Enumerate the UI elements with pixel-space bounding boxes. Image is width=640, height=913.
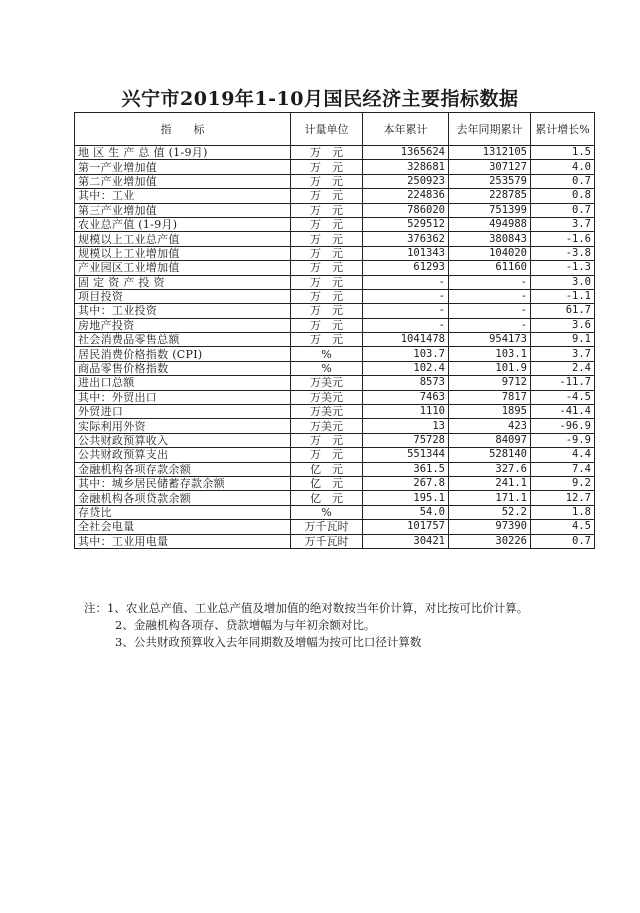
row-growth-value: 12.7	[531, 491, 595, 505]
row-growth-value: -1.3	[531, 261, 595, 275]
table-row	[75, 318, 595, 332]
row-current-value: 102.4	[363, 361, 449, 375]
row-current-value: -	[363, 304, 449, 318]
row-last-year-value: 307127	[449, 160, 531, 174]
row-unit: 万 元	[291, 275, 363, 289]
row-last-year-value: 101.9	[449, 361, 531, 375]
row-indicator-name: 第二产业增加值	[75, 174, 291, 188]
table-row	[75, 289, 595, 303]
header-unit: 计量单位	[291, 113, 363, 146]
row-indicator-name: 规模以上工业增加值	[75, 246, 291, 260]
row-unit: 万 元	[291, 261, 363, 275]
row-indicator-name: 第三产业增加值	[75, 203, 291, 217]
row-unit: 万千瓦时	[291, 534, 363, 548]
table-header-row	[75, 113, 595, 146]
row-indicator-name: 项目投资	[75, 289, 291, 303]
table-row	[75, 146, 595, 160]
row-indicator-name: 其中：工业	[75, 189, 291, 203]
table-row	[75, 261, 595, 275]
row-indicator-name: 规模以上工业总产值	[75, 232, 291, 246]
row-unit: 亿 元	[291, 476, 363, 490]
table-row	[75, 534, 595, 548]
row-last-year-value: 171.1	[449, 491, 531, 505]
header-indicator: 指 标	[75, 113, 291, 146]
row-growth-value: 0.8	[531, 189, 595, 203]
row-current-value: 101757	[363, 520, 449, 534]
row-indicator-name: 商品零售价格指数	[75, 361, 291, 375]
row-unit: 万 元	[291, 203, 363, 217]
row-last-year-value: 751399	[449, 203, 531, 217]
header-current: 本年累计	[363, 113, 449, 146]
row-last-year-value: 228785	[449, 189, 531, 203]
table-row	[75, 448, 595, 462]
row-current-value: 1365624	[363, 146, 449, 160]
footnotes	[84, 600, 604, 651]
row-unit: 万 元	[291, 318, 363, 332]
row-growth-value: 4.4	[531, 448, 595, 462]
row-current-value: 786020	[363, 203, 449, 217]
row-current-value: 328681	[363, 160, 449, 174]
row-indicator-name: 其中：工业用电量	[75, 534, 291, 548]
row-growth-value: 9.1	[531, 333, 595, 347]
row-last-year-value: 494988	[449, 217, 531, 231]
row-current-value: -	[363, 318, 449, 332]
row-unit: 万 元	[291, 448, 363, 462]
row-current-value: 7463	[363, 390, 449, 404]
row-indicator-name: 公共财政预算收入	[75, 433, 291, 447]
table-row	[75, 232, 595, 246]
row-last-year-value: -	[449, 275, 531, 289]
row-indicator-name: 居民消费价格指数 (CPI)	[75, 347, 291, 361]
row-indicator-name: 存贷比	[75, 505, 291, 519]
table-row	[75, 275, 595, 289]
row-last-year-value: 423	[449, 419, 531, 433]
row-growth-value: 7.4	[531, 462, 595, 476]
table-row	[75, 520, 595, 534]
table-row	[75, 505, 595, 519]
table-row	[75, 347, 595, 361]
table-row	[75, 476, 595, 490]
row-unit: %	[291, 361, 363, 375]
row-growth-value: -1.6	[531, 232, 595, 246]
row-growth-value: -4.5	[531, 390, 595, 404]
row-current-value: 267.8	[363, 476, 449, 490]
row-unit: 万 元	[291, 146, 363, 160]
row-last-year-value: 61160	[449, 261, 531, 275]
row-growth-value: -9.9	[531, 433, 595, 447]
row-unit: 万 元	[291, 160, 363, 174]
table-row	[75, 462, 595, 476]
row-indicator-name: 其中：工业投资	[75, 304, 291, 318]
row-last-year-value: 380843	[449, 232, 531, 246]
row-current-value: 250923	[363, 174, 449, 188]
row-current-value: 376362	[363, 232, 449, 246]
row-current-value: 103.7	[363, 347, 449, 361]
row-unit: 亿 元	[291, 491, 363, 505]
row-unit: 万美元	[291, 405, 363, 419]
footnote-3: 3、公共财政预算收入去年同期数及增幅为按可比口径计算数	[115, 635, 422, 649]
row-growth-value: -3.8	[531, 246, 595, 260]
table-row	[75, 376, 595, 390]
row-unit: %	[291, 505, 363, 519]
row-current-value: 101343	[363, 246, 449, 260]
row-last-year-value: 241.1	[449, 476, 531, 490]
row-growth-value: 0.7	[531, 174, 595, 188]
row-growth-value: -1.1	[531, 289, 595, 303]
row-indicator-name: 金融机构各项存款余额	[75, 462, 291, 476]
row-growth-value: 9.2	[531, 476, 595, 490]
row-current-value: 54.0	[363, 505, 449, 519]
row-growth-value: 3.7	[531, 347, 595, 361]
row-current-value: 30421	[363, 534, 449, 548]
table-body	[75, 146, 595, 549]
row-growth-value: -96.9	[531, 419, 595, 433]
row-last-year-value: 84097	[449, 433, 531, 447]
row-indicator-name: 进出口总额	[75, 376, 291, 390]
row-unit: 万千瓦时	[291, 520, 363, 534]
row-indicator-name: 房地产投资	[75, 318, 291, 332]
row-growth-value: -11.7	[531, 376, 595, 390]
row-current-value: 551344	[363, 448, 449, 462]
row-growth-value: 4.5	[531, 520, 595, 534]
row-last-year-value: 52.2	[449, 505, 531, 519]
row-indicator-name: 社会消费品零售总额	[75, 333, 291, 347]
row-last-year-value: 9712	[449, 376, 531, 390]
row-unit: 万美元	[291, 390, 363, 404]
table-row	[75, 433, 595, 447]
row-unit: 万 元	[291, 433, 363, 447]
header-growth: 累计增长%	[531, 113, 595, 146]
row-indicator-name: 外贸进口	[75, 405, 291, 419]
row-last-year-value: 253579	[449, 174, 531, 188]
row-growth-value: 61.7	[531, 304, 595, 318]
table-row	[75, 246, 595, 260]
table-row	[75, 304, 595, 318]
row-indicator-name: 产业园区工业增加值	[75, 261, 291, 275]
row-indicator-name: 全社会电量	[75, 520, 291, 534]
row-last-year-value: -	[449, 304, 531, 318]
row-indicator-name: 固 定 资 产 投 资	[75, 275, 291, 289]
row-last-year-value: -	[449, 318, 531, 332]
row-growth-value: 1.5	[531, 146, 595, 160]
row-last-year-value: 7817	[449, 390, 531, 404]
row-current-value: -	[363, 275, 449, 289]
table-row	[75, 333, 595, 347]
row-last-year-value: 97390	[449, 520, 531, 534]
table-row	[75, 160, 595, 174]
row-last-year-value: 1312105	[449, 146, 531, 160]
row-last-year-value: 528140	[449, 448, 531, 462]
row-unit: 万 元	[291, 333, 363, 347]
row-growth-value: 0.7	[531, 203, 595, 217]
footnote-1: 注：1、农业总产值、工业总产值及增加值的绝对数按当年价计算，对比按可比价计算。	[84, 601, 529, 615]
row-growth-value: 4.0	[531, 160, 595, 174]
footnote-2: 2、金融机构各项存、贷款增幅为与年初余额对比。	[115, 618, 376, 632]
row-current-value: 1110	[363, 405, 449, 419]
row-unit: 万 元	[291, 289, 363, 303]
table-row	[75, 491, 595, 505]
header-last-year: 去年同期累计	[449, 113, 531, 146]
row-last-year-value: 327.6	[449, 462, 531, 476]
row-unit: 万美元	[291, 376, 363, 390]
row-growth-value: 0.7	[531, 534, 595, 548]
table-row	[75, 174, 595, 188]
page-title: 兴宁市2019年1-10月国民经济主要指标数据	[121, 88, 519, 110]
row-unit: 亿 元	[291, 462, 363, 476]
row-growth-value: 3.7	[531, 217, 595, 231]
indicators-table	[74, 112, 595, 549]
row-current-value: 361.5	[363, 462, 449, 476]
row-unit: 万 元	[291, 189, 363, 203]
table-row	[75, 390, 595, 404]
table-row	[75, 217, 595, 231]
row-unit: 万美元	[291, 419, 363, 433]
table-row	[75, 203, 595, 217]
row-current-value: 13	[363, 419, 449, 433]
row-unit: 万 元	[291, 217, 363, 231]
row-unit: %	[291, 347, 363, 361]
row-current-value: 224836	[363, 189, 449, 203]
table-row	[75, 419, 595, 433]
row-last-year-value: 104020	[449, 246, 531, 260]
row-current-value: 75728	[363, 433, 449, 447]
row-last-year-value: 30226	[449, 534, 531, 548]
row-last-year-value: 103.1	[449, 347, 531, 361]
row-indicator-name: 其中：城乡居民储蓄存款余额	[75, 476, 291, 490]
row-unit: 万 元	[291, 174, 363, 188]
row-growth-value: 2.4	[531, 361, 595, 375]
row-indicator-name: 第一产业增加值	[75, 160, 291, 174]
row-unit: 万 元	[291, 246, 363, 260]
row-growth-value: 3.6	[531, 318, 595, 332]
row-indicator-name: 地 区 生 产 总 值 (1-9月)	[75, 146, 291, 160]
row-unit: 万 元	[291, 232, 363, 246]
row-growth-value: 1.8	[531, 505, 595, 519]
row-current-value: 195.1	[363, 491, 449, 505]
table-row	[75, 189, 595, 203]
row-indicator-name: 农业总产值 (1-9月)	[75, 217, 291, 231]
row-last-year-value: 1895	[449, 405, 531, 419]
row-current-value: 529512	[363, 217, 449, 231]
row-indicator-name: 其中：外贸出口	[75, 390, 291, 404]
row-indicator-name: 金融机构各项贷款余额	[75, 491, 291, 505]
row-last-year-value: 954173	[449, 333, 531, 347]
row-current-value: 1041478	[363, 333, 449, 347]
row-growth-value: -41.4	[531, 405, 595, 419]
table-row	[75, 405, 595, 419]
row-growth-value: 3.0	[531, 275, 595, 289]
row-current-value: 8573	[363, 376, 449, 390]
row-unit: 万 元	[291, 304, 363, 318]
row-indicator-name: 实际利用外资	[75, 419, 291, 433]
row-last-year-value: -	[449, 289, 531, 303]
row-current-value: -	[363, 289, 449, 303]
row-current-value: 61293	[363, 261, 449, 275]
table-row	[75, 361, 595, 375]
row-indicator-name: 公共财政预算支出	[75, 448, 291, 462]
